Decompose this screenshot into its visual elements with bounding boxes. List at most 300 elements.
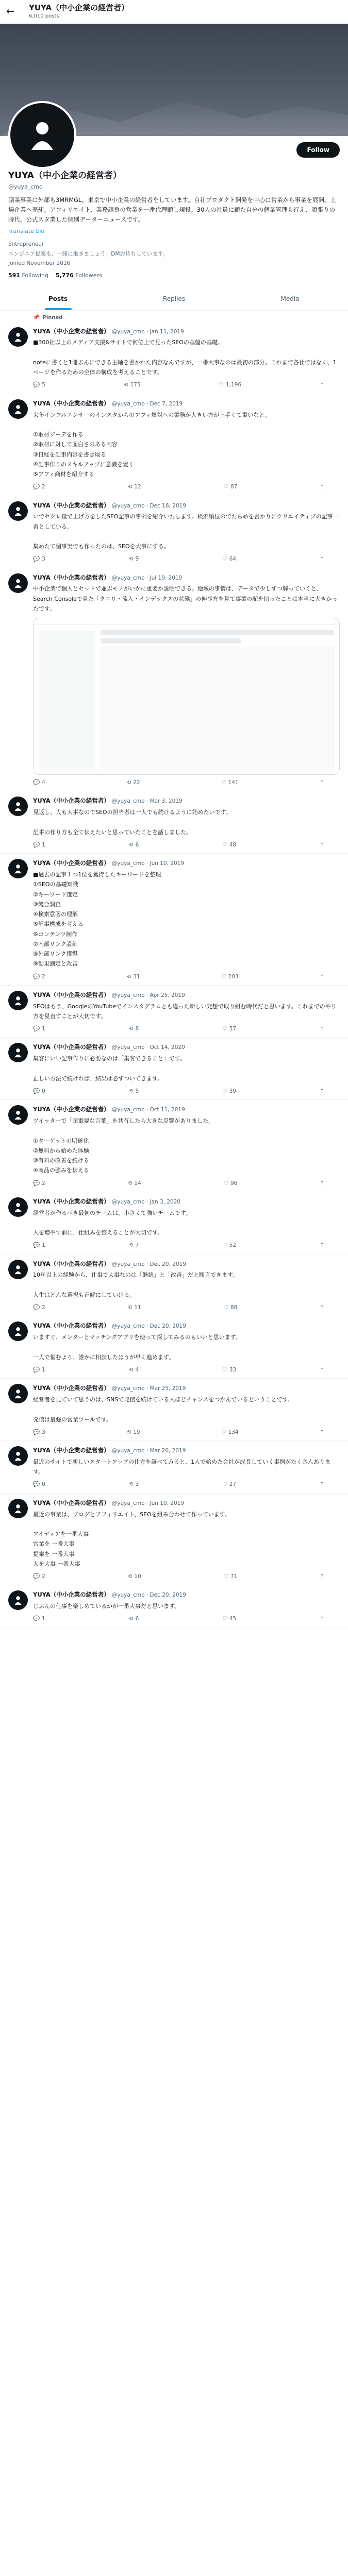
tweet-handle-date[interactable]: @yuya_cmo · Jan 11, 2019	[111, 328, 184, 335]
translate-bio-link[interactable]: Translate bio	[8, 228, 45, 235]
avatar-figure-icon	[12, 1264, 24, 1275]
reply-icon: 💬	[33, 1026, 40, 1032]
tweet-author[interactable]: YUYA（中小企業の経営者）	[33, 1106, 110, 1113]
heart-icon: ♡	[222, 1616, 227, 1622]
tweet-avatar[interactable]	[8, 1384, 28, 1403]
avatar-figure-icon	[12, 801, 24, 812]
tweet-author[interactable]: YUYA（中小企業の経営者）	[33, 327, 110, 335]
reply-count: 2	[42, 973, 45, 980]
avatar-figure-icon	[12, 331, 24, 343]
avatar-figure-icon	[12, 1503, 24, 1514]
tweet-avatar[interactable]	[8, 1260, 28, 1279]
like-count: 87	[230, 484, 238, 490]
like-count: 45	[229, 1616, 237, 1622]
tweet-author[interactable]: YUYA（中小企業の経営者）	[33, 1591, 110, 1599]
heart-icon: ♡	[222, 841, 227, 848]
tweet-media-card[interactable]	[33, 618, 340, 775]
share-icon: ↑	[320, 779, 324, 786]
like-button[interactable]	[224, 483, 238, 491]
share-icon: ↑	[320, 1026, 324, 1032]
reply-button[interactable]	[33, 1615, 45, 1623]
retweet-button[interactable]	[129, 1366, 139, 1374]
like-button[interactable]	[222, 1615, 236, 1623]
reply-button[interactable]	[33, 841, 45, 849]
reply-count: 0	[42, 1088, 45, 1094]
retweet-icon: ⟲	[126, 973, 131, 980]
like-count: 203	[228, 973, 239, 980]
tweet-handle-date[interactable]: @yuya_cmo · Jun 10, 2019	[111, 1500, 185, 1506]
tweet-actions	[33, 1366, 340, 1374]
like-count: 52	[229, 1242, 237, 1249]
tweet-header	[33, 796, 340, 806]
profile-handle: @yuya_cmo	[8, 183, 43, 191]
tweet-author[interactable]: YUYA（中小企業の経営者）	[33, 573, 110, 581]
tweet-avatar[interactable]	[8, 1446, 28, 1466]
card-bar	[101, 630, 334, 635]
tweet-body	[33, 1197, 340, 1250]
retweet-button[interactable]	[129, 841, 139, 849]
tweet-avatar[interactable]	[8, 1197, 28, 1217]
retweet-button[interactable]	[129, 1241, 139, 1249]
retweet-button[interactable]	[128, 1179, 141, 1188]
like-button[interactable]	[222, 1087, 236, 1095]
reply-button[interactable]	[33, 1480, 45, 1488]
tweet[interactable]	[0, 854, 348, 986]
profile-meta	[8, 240, 340, 268]
retweet-button[interactable]	[126, 778, 140, 787]
header-title-block	[29, 3, 129, 21]
reply-icon: 💬	[33, 841, 40, 848]
reply-button[interactable]	[33, 778, 45, 787]
retweet-icon: ⟲	[128, 1088, 134, 1094]
profile-bio: 副業事業に外部も3MRMGL。東京で中小企業の経営者をしています。自社プロダクト開発を中心に営業から事業を展開。上場企業へ売却。アフィリエイト、業務請負の営業を一番代理顧し規投。30人の社員に顧た自分の個業管理も行え、頑張りの時代。公式スタ業した個別データーニュースです。	[8, 196, 337, 224]
retweet-count: 8	[135, 1026, 139, 1032]
share-button[interactable]	[320, 1179, 324, 1188]
tweet[interactable]	[0, 1585, 348, 1628]
tweet-actions	[33, 1480, 340, 1488]
tweet-handle-date[interactable]: @yuya_cmo · Apr 25, 2019	[111, 992, 185, 998]
tweet-handle-date[interactable]: @yuya_cmo · Mar 25, 2019	[111, 1385, 186, 1392]
share-button[interactable]	[320, 778, 324, 787]
retweet-count: 5	[135, 1088, 139, 1094]
reply-count: 1	[42, 841, 45, 848]
retweet-count: 14	[134, 1180, 141, 1187]
reply-button[interactable]	[33, 1025, 45, 1033]
followers-stat[interactable]	[56, 271, 102, 280]
tweet[interactable]	[0, 496, 348, 568]
tweet-handle-date[interactable]: @yuya_cmo · Oct 14, 2020	[111, 1044, 185, 1051]
retweet-count: 31	[133, 973, 140, 980]
reply-button[interactable]	[33, 1087, 45, 1095]
retweet-button[interactable]	[129, 1025, 139, 1033]
profile-category: Entrepreneur	[8, 241, 44, 248]
tweet-text: いでセクレ量で上げ方をしたSEO記事の事例を紹介いたします。検索順位のでたらめを書かりにクリエイティブの記事一番としている。 集めたて個事実でも作ったのは、SEOを大事にする。	[33, 513, 339, 550]
share-button[interactable]	[320, 973, 324, 981]
tweet-avatar[interactable]	[8, 1043, 28, 1062]
retweet-icon: ⟲	[128, 1367, 134, 1374]
heart-icon: ♡	[222, 556, 227, 563]
retweet-icon: ⟲	[128, 841, 134, 848]
retweet-button[interactable]	[126, 1428, 140, 1436]
avatar-figure-icon	[12, 995, 24, 1006]
tweet-avatar[interactable]	[8, 991, 28, 1010]
back-arrow-icon[interactable]: ←	[6, 6, 14, 18]
tweet-author[interactable]: YUYA（中小企業の経営者）	[33, 797, 110, 805]
share-button[interactable]	[320, 555, 324, 563]
tweet-handle-date[interactable]: @yuya_cmo · Mar 3, 2019	[111, 798, 183, 805]
retweet-button[interactable]	[129, 1480, 139, 1488]
profile-tabs	[0, 287, 348, 311]
retweet-count: 4	[135, 1367, 139, 1374]
share-icon: ↑	[320, 1616, 324, 1622]
tweet[interactable]	[0, 1100, 348, 1192]
retweet-icon: ⟲	[127, 1180, 132, 1187]
share-icon: ↑	[320, 1088, 324, 1094]
avatar-figure-icon	[12, 578, 24, 589]
tweet-body	[33, 573, 340, 787]
retweet-button[interactable]	[128, 1303, 141, 1312]
tweet-author[interactable]: YUYA（中小企業の経営者）	[33, 399, 110, 407]
avatar-figure-icon	[12, 505, 24, 517]
tweet-actions	[33, 973, 340, 981]
tweet-avatar[interactable]	[8, 573, 28, 593]
reply-button[interactable]	[33, 1428, 45, 1436]
heart-icon: ♡	[222, 1088, 227, 1094]
reply-button[interactable]	[33, 1303, 45, 1312]
share-icon: ↑	[320, 1429, 324, 1435]
heart-icon: ♡	[223, 1304, 228, 1311]
retweet-count: 22	[133, 779, 140, 786]
tweet-handle-date[interactable]: @yuya_cmo · Oct 11, 2019	[111, 1107, 185, 1113]
tweet[interactable]	[0, 1494, 348, 1586]
tweet-body	[33, 1590, 340, 1623]
retweet-icon: ⟲	[127, 1304, 132, 1311]
like-button[interactable]	[222, 555, 236, 563]
like-button[interactable]	[221, 1428, 238, 1436]
like-count: 88	[230, 1304, 238, 1311]
following-stat[interactable]	[8, 271, 48, 280]
tweet-actions	[33, 555, 340, 563]
reply-icon: 💬	[33, 382, 40, 388]
tweet-header	[33, 1321, 340, 1331]
tweet[interactable]	[0, 568, 348, 792]
tweet-body	[33, 1446, 340, 1489]
tweet-actions	[33, 841, 340, 849]
card-sidebar	[39, 630, 95, 769]
tweet-handle-date[interactable]: @yuya_cmo · Dec 20, 2019	[111, 1323, 186, 1330]
tab-posts[interactable]: Posts	[0, 287, 116, 311]
share-icon: ↑	[320, 1180, 324, 1187]
avatar-figure-icon	[12, 1450, 24, 1462]
tweet-body	[33, 1260, 340, 1312]
share-icon: ↑	[320, 841, 324, 848]
like-button[interactable]	[219, 381, 241, 389]
reply-button[interactable]	[33, 973, 45, 981]
like-button[interactable]	[221, 778, 238, 787]
heart-icon: ♡	[222, 1367, 227, 1374]
card-chart-placeholder	[34, 618, 339, 625]
followers-label: Followers	[75, 272, 102, 279]
tweet-actions	[33, 1087, 340, 1095]
tweet-text: じぶんの仕事を楽しめているかが一番大事だと思います。	[33, 1603, 180, 1610]
reply-count: 2	[42, 1180, 45, 1187]
retweet-button[interactable]	[129, 555, 139, 563]
tab-media[interactable]: Media	[280, 295, 300, 302]
reply-button[interactable]	[33, 1241, 45, 1249]
reply-icon: 💬	[33, 1242, 40, 1249]
tweet-text: 10年以上の経験から、仕事で大事なのは「継続」と「改善」だと断言できます。 人生はどんな選択も正解にしていける。	[33, 1272, 239, 1298]
reply-button[interactable]	[33, 483, 45, 491]
tweet-handle-date[interactable]: @yuya_cmo · Jun 10, 2019	[111, 860, 185, 867]
share-icon: ↑	[320, 382, 324, 388]
tweet-text: 最近のサイトで新しいスタートアップの仕方を調べてみると、1人で始めた会社が成長していく事例がたくさんあります。	[33, 1458, 331, 1476]
tweet[interactable]	[0, 791, 348, 854]
share-icon: ↑	[320, 1481, 324, 1488]
like-count: 39	[229, 1088, 237, 1094]
like-button[interactable]	[224, 1303, 238, 1312]
retweet-icon: ⟲	[128, 556, 134, 563]
tweet-avatar[interactable]	[8, 501, 28, 521]
retweet-icon: ⟲	[126, 1429, 131, 1435]
tweet-author[interactable]: YUYA（中小企業の経営者）	[33, 991, 110, 998]
tweet-text: 経営者が作るべき最初のチームは、小さくて強いチームです。 人を増やす前に、仕組みを整えることが大切です。	[33, 1209, 192, 1236]
reply-button[interactable]	[33, 555, 45, 563]
tweet-text: 経営者を見ていて思うのは、SNSで発信を続けている人ほどチャンスをつかんでいるということです。 発信は最強の営業ツールです。	[33, 1396, 293, 1423]
tweet-avatar[interactable]	[8, 1499, 28, 1518]
share-button[interactable]	[320, 841, 324, 849]
top-bar	[0, 0, 348, 24]
retweet-button[interactable]	[128, 483, 141, 491]
retweet-button[interactable]	[126, 973, 140, 981]
like-button[interactable]	[222, 841, 236, 849]
reply-count: 2	[42, 1573, 45, 1580]
share-button[interactable]	[320, 1366, 324, 1374]
reply-button[interactable]	[33, 381, 45, 389]
tweet-handle-date[interactable]: @yuya_cmo · Jan 3, 2020	[111, 1198, 181, 1205]
tweet-body	[33, 991, 340, 1033]
share-button[interactable]	[320, 1428, 324, 1436]
tweet[interactable]	[0, 1379, 348, 1441]
tweet-avatar[interactable]	[8, 327, 28, 347]
followers-count: 5,776	[55, 272, 74, 279]
pinned-indicator	[0, 311, 348, 322]
tweet-actions	[33, 1025, 340, 1033]
like-count: 33	[229, 1367, 237, 1374]
avatar-figure-icon	[12, 1326, 24, 1337]
retweet-button[interactable]	[124, 381, 141, 389]
reply-count: 4	[42, 779, 45, 786]
tweet-avatar[interactable]	[8, 1105, 28, 1125]
card-chart-area	[101, 647, 334, 769]
reply-count: 5	[42, 382, 45, 388]
share-button[interactable]	[320, 1572, 324, 1581]
share-button[interactable]	[320, 1303, 324, 1312]
like-button[interactable]	[224, 1572, 238, 1581]
retweet-count: 6	[135, 841, 139, 848]
share-icon: ↑	[320, 1573, 324, 1580]
heart-icon: ♡	[223, 1573, 228, 1580]
like-count: 134	[228, 1429, 239, 1435]
reply-button[interactable]	[33, 1366, 45, 1374]
tweet-author[interactable]: YUYA（中小企業の経営者）	[33, 1197, 110, 1205]
like-count: 48	[229, 841, 237, 848]
tweet-actions	[33, 1303, 340, 1312]
profile-name: YUYA（中小企業の経営者）	[8, 171, 122, 181]
retweet-button[interactable]	[128, 1572, 141, 1581]
tweet-author[interactable]: YUYA（中小企業の経営者）	[33, 859, 110, 867]
pin-icon: 📌	[33, 315, 40, 321]
share-icon: ↑	[320, 1242, 324, 1249]
like-button[interactable]	[222, 1025, 236, 1033]
tweet-author[interactable]: YUYA（中小企業の経営者）	[33, 501, 110, 509]
avatar-figure-icon	[12, 1047, 24, 1058]
tweet-actions	[33, 1615, 340, 1623]
tweet-text: ■300社以上のメディア支援&サイトで何位上で見ったSEOの基盤の基礎。 noteに書くと1冊ぶんにできる主軸を書かれた内容なんですが、一番大事なのは最初の部分。これまで各社ではなく、1ページを作るための全体の構成を考えることです。	[33, 339, 337, 376]
reply-icon: 💬	[33, 1180, 40, 1187]
tweet-author[interactable]: YUYA（中小企業の経営者）	[33, 1043, 110, 1051]
reply-button[interactable]	[33, 1572, 45, 1581]
reply-count: 2	[42, 484, 45, 490]
retweet-button[interactable]	[129, 1087, 139, 1095]
retweet-count: 7	[135, 1242, 139, 1249]
tweet-text: 最近の事業は、ブログとアフィリエイト、SEOを組み合わせて作っています。 アイディアを一番大事 営業を 一番大事 提案を 一番大事 人を大事 一番大事	[33, 1511, 230, 1567]
tweet-header	[33, 1260, 340, 1269]
tweet[interactable]	[0, 1316, 348, 1379]
reply-icon: 💬	[33, 1573, 40, 1580]
tweet-body	[33, 1384, 340, 1436]
header-name: YUYA（中小企業の経営者）	[29, 3, 129, 13]
share-button[interactable]	[320, 1480, 324, 1488]
retweet-count: 10	[134, 1573, 141, 1580]
tweet[interactable]	[0, 322, 348, 394]
heart-icon: ♡	[221, 1429, 226, 1435]
share-icon: ↑	[320, 1367, 324, 1374]
tweet-avatar[interactable]	[8, 1321, 28, 1341]
tweet[interactable]	[0, 1192, 348, 1255]
like-count: 96	[230, 1180, 238, 1187]
tweet[interactable]	[0, 986, 348, 1038]
tweet-body	[33, 501, 340, 564]
tweet[interactable]	[0, 1441, 348, 1494]
retweet-icon: ⟲	[127, 484, 132, 490]
tweet-author[interactable]: YUYA（中小企業の経営者）	[33, 1322, 110, 1330]
tweet[interactable]	[0, 1255, 348, 1317]
tweet-handle-date[interactable]: @yuya_cmo · Dec 7, 2019	[111, 400, 183, 407]
retweet-count: 19	[133, 1429, 140, 1435]
tweet-body	[33, 327, 340, 389]
share-button[interactable]	[320, 1241, 324, 1249]
share-icon: ↑	[320, 973, 324, 980]
reply-count: 1	[42, 1242, 45, 1249]
share-button[interactable]	[320, 483, 324, 491]
tweet-actions	[33, 1179, 340, 1188]
follow-button[interactable]: Follow	[296, 142, 340, 158]
like-count: 141	[228, 779, 239, 786]
avatar-figure-icon	[24, 117, 60, 153]
tweet-author[interactable]: YUYA（中小企業の経営者）	[33, 1499, 110, 1506]
tweet-avatar[interactable]	[8, 399, 28, 419]
tweet-handle-date[interactable]: @yuya_cmo · Jul 19, 2019	[111, 574, 183, 581]
tweet-actions	[33, 1428, 340, 1436]
tweet-handle-date[interactable]: @yuya_cmo · Dec 20, 2019	[111, 1261, 186, 1267]
retweet-icon: ⟲	[128, 1481, 134, 1488]
tweet-author[interactable]: YUYA（中小企業の経営者）	[33, 1384, 110, 1392]
tweet-avatar[interactable]	[8, 859, 28, 878]
reply-icon: 💬	[33, 1616, 40, 1622]
like-button[interactable]	[222, 1366, 236, 1374]
like-count: 57	[229, 1026, 237, 1032]
like-count: 27	[229, 1481, 237, 1488]
tweet-text: 来年インフルエンサーのインスタからのアフィ爆対への業務が大きい方が上手くて重いなと。 ①取材ジーデを作る ②取材に対して面白さのある内容 ③日経を記事内容を書き取る ④記事作りのスキルアップに意識を置く ⑤アフィ商材を紹介する	[33, 411, 271, 478]
tweet-actions	[33, 483, 340, 491]
share-button[interactable]	[320, 1025, 324, 1033]
retweet-icon: ⟲	[128, 1616, 134, 1622]
tab-replies[interactable]: Replies	[162, 295, 186, 302]
tweet-handle-date[interactable]: @yuya_cmo · Dec 16, 2019	[111, 502, 186, 509]
reply-icon: 💬	[33, 779, 40, 786]
retweet-icon: ⟲	[128, 1026, 134, 1032]
like-button[interactable]	[221, 973, 238, 981]
tweet-header	[33, 1446, 340, 1455]
tweet-author[interactable]: YUYA（中小企業の経営者）	[33, 1447, 110, 1454]
tweet-avatar[interactable]	[8, 796, 28, 816]
retweet-button[interactable]	[129, 1615, 139, 1623]
tweet-body	[33, 399, 340, 492]
pinned-label: Pinned	[42, 315, 63, 321]
tweet-header	[33, 1590, 340, 1600]
retweet-icon: ⟲	[123, 382, 128, 388]
retweet-icon: ⟲	[128, 1242, 134, 1249]
like-count: 64	[229, 556, 237, 563]
reply-count: 2	[42, 1304, 45, 1311]
tweet[interactable]	[0, 394, 348, 496]
tweet-handle-date[interactable]: @yuya_cmo · Dec 20, 2019	[111, 1592, 186, 1599]
share-icon: ↑	[320, 1304, 324, 1311]
tweet-header	[33, 1499, 340, 1508]
like-button[interactable]	[224, 1179, 238, 1188]
tweet-header	[33, 1043, 340, 1052]
heart-icon: ♡	[221, 973, 226, 980]
avatar-figure-icon	[12, 1201, 24, 1213]
profile-joined: Joined November 2016	[8, 260, 71, 267]
reply-count: 3	[42, 556, 45, 563]
avatar[interactable]	[8, 101, 76, 169]
share-button[interactable]	[320, 381, 324, 389]
profile-top	[0, 136, 348, 167]
share-button[interactable]	[320, 1615, 324, 1623]
tweet-header	[33, 399, 340, 409]
like-button[interactable]	[222, 1241, 236, 1249]
tweet-handle-date[interactable]: @yuya_cmo · Mar 20, 2019	[111, 1448, 186, 1454]
avatar-figure-icon	[12, 1109, 24, 1121]
retweet-icon: ⟲	[127, 1573, 132, 1580]
card-main	[101, 630, 334, 769]
tweet-avatar[interactable]	[8, 1590, 28, 1610]
reply-icon: 💬	[33, 973, 40, 980]
share-button[interactable]	[320, 1087, 324, 1095]
avatar-figure-icon	[12, 863, 24, 874]
reply-icon: 💬	[33, 1088, 40, 1094]
reply-button[interactable]	[33, 1179, 45, 1188]
tweet[interactable]	[0, 1038, 348, 1100]
tweet-body	[33, 1043, 340, 1095]
tweet-header	[33, 859, 340, 868]
reply-count: 1	[42, 1616, 45, 1622]
following-count: 591	[8, 272, 20, 279]
like-count: 1,196	[226, 382, 242, 388]
tweet-author[interactable]: YUYA（中小企業の経営者）	[33, 1260, 110, 1267]
like-button[interactable]	[222, 1480, 236, 1488]
